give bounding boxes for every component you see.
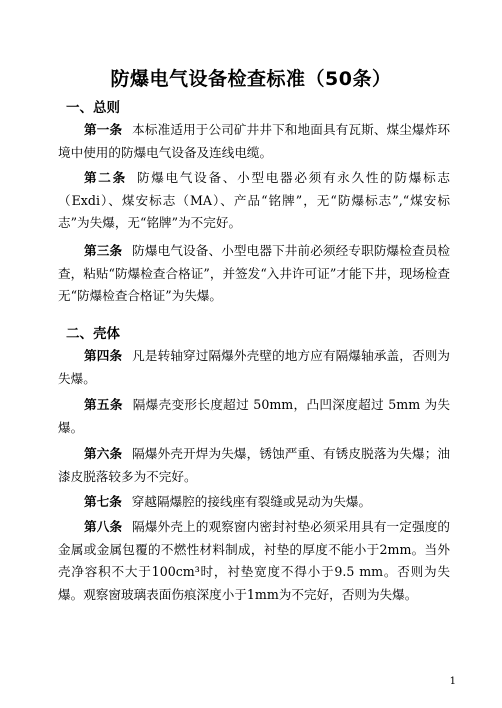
article-label: 第五条 <box>84 397 123 412</box>
article-text: 隔爆壳变形长度超过 50mm，凸凹深度超过 5mm 为失爆。 <box>58 397 450 435</box>
article-text: 凡是转轴穿过隔爆外壳壁的地方应有隔爆轴承盖，否则为失爆。 <box>58 348 450 386</box>
article-4 <box>58 345 450 390</box>
article-label: 第八条 <box>84 519 123 534</box>
article-label: 第四条 <box>84 348 123 363</box>
article-label: 第六条 <box>84 446 123 461</box>
article-2 <box>58 167 450 235</box>
section-heading-general: 一、总则 <box>66 100 120 116</box>
article-1 <box>58 119 450 164</box>
article-8 <box>58 516 450 606</box>
article-label: 第七条 <box>84 494 122 509</box>
article-label: 第三条 <box>84 243 123 258</box>
article-label: 第二条 <box>84 170 127 185</box>
article-text: 本标准适用于公司矿井井下和地面具有瓦斯、煤尘爆炸环境中使用的防爆电气设备及连线电缆。 <box>58 122 450 160</box>
section-heading-housing: 二、壳体 <box>66 326 120 342</box>
article-text: 穿越隔爆腔的接线座有裂缝或晃动为失爆。 <box>131 494 372 509</box>
article-6 <box>58 443 450 488</box>
article-text: 防爆电气设备、小型电器必须有永久性的防爆标志（Exdi）、煤安标志（MA）、产品“铭牌”，无“防爆标志”,“煤安标志”为失爆，无“铭牌”为不完好。 <box>58 170 451 231</box>
article-7 <box>58 491 450 514</box>
article-text: 防爆电气设备、小型电器下井前必须经专职防爆检查员检查，粘贴“防爆检查合格证”，并签发“入井许可证”才能下井，现场检查无“防爆检查合格证”为失爆。 <box>58 243 450 304</box>
document-title: 防爆电气设备检查标准（50条） <box>110 68 392 90</box>
article-text: 隔爆外壳上的观察窗内密封衬垫必须采用具有一定强度的金属或金属包覆的不燃性材料制成，衬垫的厚度不能小于2mm。当外壳净容积不大于100cm³时，衬垫宽度不得小于9.5 mm。否则为失爆。观察窗玻璃表面伤痕深度小于1mm为不完好，否则为失爆。 <box>58 519 450 602</box>
article-label: 第一条 <box>84 122 123 137</box>
article-3 <box>58 240 450 308</box>
article-text: 隔爆外壳开焊为失爆，锈蚀严重、有锈皮脱落为失爆；油漆皮脱落较多为不完好。 <box>58 446 450 484</box>
article-5 <box>58 394 450 439</box>
page-number: 1 <box>449 676 456 687</box>
